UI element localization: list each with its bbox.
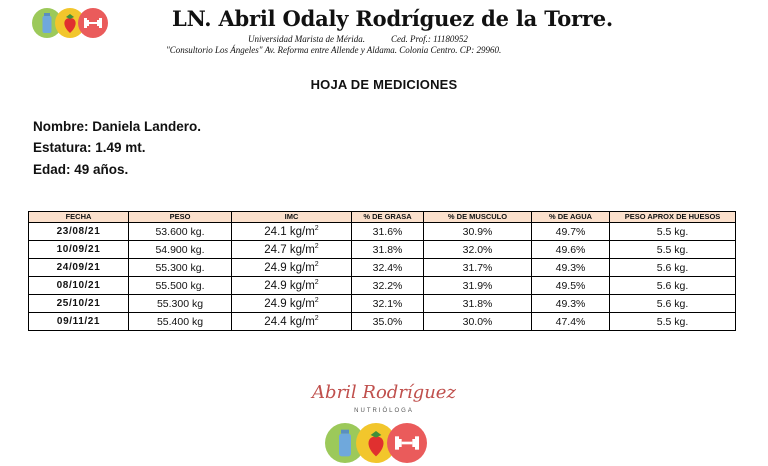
imc-cell <box>232 313 352 331</box>
imc-cell <box>232 241 352 259</box>
weight-cell: 55.500 kg. <box>129 277 232 295</box>
muscle-cell: 31.8% <box>424 295 532 313</box>
imc-unit: kg/m <box>289 315 315 328</box>
measurements-table <box>28 211 736 331</box>
water-cell: 49.7% <box>532 223 610 241</box>
imc-value: 24.4 <box>264 315 290 328</box>
fat-cell: 32.2% <box>352 277 424 295</box>
imc-unit: kg/m <box>289 243 315 256</box>
bone-weight-cell: 5.6 kg. <box>610 295 736 313</box>
imc-cell <box>232 295 352 313</box>
column-header: % DE AGUA <box>532 212 610 223</box>
bone-weight-cell: 5.5 kg. <box>610 241 736 259</box>
logo-top <box>32 8 101 38</box>
column-header: PESO <box>129 212 232 223</box>
muscle-cell: 30.0% <box>424 313 532 331</box>
imc-value: 24.7 <box>264 243 287 256</box>
document-title: LN. Abril Odaly Rodríguez de la Torre. <box>172 6 614 31</box>
university: Universidad Marista de Mérida. <box>248 34 365 44</box>
patient-name: Nombre: Daniela Landero. <box>33 119 202 134</box>
table-row <box>29 241 736 259</box>
date-cell: 10/09/21 <box>29 241 129 259</box>
fat-cell: 32.1% <box>352 295 424 313</box>
water-cell: 49.3% <box>532 295 610 313</box>
column-header: % DE GRASA <box>352 212 424 223</box>
imc-exponent: 2 <box>314 243 319 251</box>
weight-cell: 55.300 kg <box>129 295 232 313</box>
imc-value: 24.1 <box>264 225 287 238</box>
date-cell: 24/09/21 <box>29 259 129 277</box>
imc-exponent: 2 <box>314 261 319 269</box>
water-cell: 49.6% <box>532 241 610 259</box>
water-cell: 47.4% <box>532 313 610 331</box>
date-cell: 23/08/21 <box>29 223 129 241</box>
imc-exponent: 2 <box>314 225 319 233</box>
column-header: % DE MUSCULO <box>424 212 532 223</box>
column-header: IMC <box>232 212 352 223</box>
water-cell: 49.3% <box>532 259 610 277</box>
table-row <box>29 277 736 295</box>
table-row <box>29 313 736 331</box>
imc-unit: kg/m <box>289 297 315 310</box>
imc-value: 24.9 <box>264 297 287 310</box>
bone-weight-cell: 5.5 kg. <box>610 313 736 331</box>
weight-cell: 55.300 kg. <box>129 259 232 277</box>
patient-age: Edad: 49 años. <box>33 162 129 177</box>
table-row <box>29 223 736 241</box>
patient-height: Estatura: 1.49 mt. <box>33 140 146 155</box>
imc-cell <box>232 223 352 241</box>
table-row <box>29 259 736 277</box>
fat-cell: 31.6% <box>352 223 424 241</box>
office-address: "Consultorio Los Ángeles" Av. Reforma entre Allende y Aldama. Colonia Centro. CP: 29960. <box>166 45 502 55</box>
column-header: FECHA <box>29 212 129 223</box>
weight-cell: 55.400 kg <box>129 313 232 331</box>
professional-license: Ced. Prof.: 11180952 <box>391 34 468 44</box>
date-cell: 08/10/21 <box>29 277 129 295</box>
imc-exponent: 2 <box>314 279 319 287</box>
imc-unit: kg/m <box>289 225 315 238</box>
muscle-cell: 31.9% <box>424 277 532 295</box>
logo-bottom <box>325 423 418 463</box>
sheet-heading: HOJA DE MEDICIONES <box>310 77 458 92</box>
signature-title: NUTRIÓLOGA <box>354 408 414 414</box>
fat-cell: 32.4% <box>352 259 424 277</box>
fat-cell: 31.8% <box>352 241 424 259</box>
muscle-cell: 30.9% <box>424 223 532 241</box>
weight-cell: 54.900 kg. <box>129 241 232 259</box>
bone-weight-cell: 5.6 kg. <box>610 259 736 277</box>
imc-unit: kg/m <box>289 279 315 292</box>
date-cell: 09/11/21 <box>29 313 129 331</box>
imc-exponent: 2 <box>314 297 319 305</box>
muscle-cell: 31.7% <box>424 259 532 277</box>
signature-name: Abril Rodríguez <box>312 382 456 403</box>
table-row <box>29 295 736 313</box>
muscle-cell: 32.0% <box>424 241 532 259</box>
bone-weight-cell: 5.5 kg. <box>610 223 736 241</box>
fat-cell: 35.0% <box>352 313 424 331</box>
credentials-line <box>248 34 468 44</box>
water-cell: 49.5% <box>532 277 610 295</box>
imc-value: 24.9 <box>264 279 287 292</box>
bone-weight-cell: 5.6 kg. <box>610 277 736 295</box>
imc-exponent: 2 <box>314 315 319 323</box>
column-header: PESO APROX DE HUESOS <box>610 212 736 223</box>
imc-cell <box>232 277 352 295</box>
dumbbell-icon <box>78 8 108 38</box>
dumbbell-icon <box>387 423 427 463</box>
weight-cell: 53.600 kg. <box>129 223 232 241</box>
table-header-row <box>29 212 736 223</box>
imc-value: 24.9 <box>264 261 287 274</box>
date-cell: 25/10/21 <box>29 295 129 313</box>
imc-cell <box>232 259 352 277</box>
imc-unit: kg/m <box>289 261 315 274</box>
